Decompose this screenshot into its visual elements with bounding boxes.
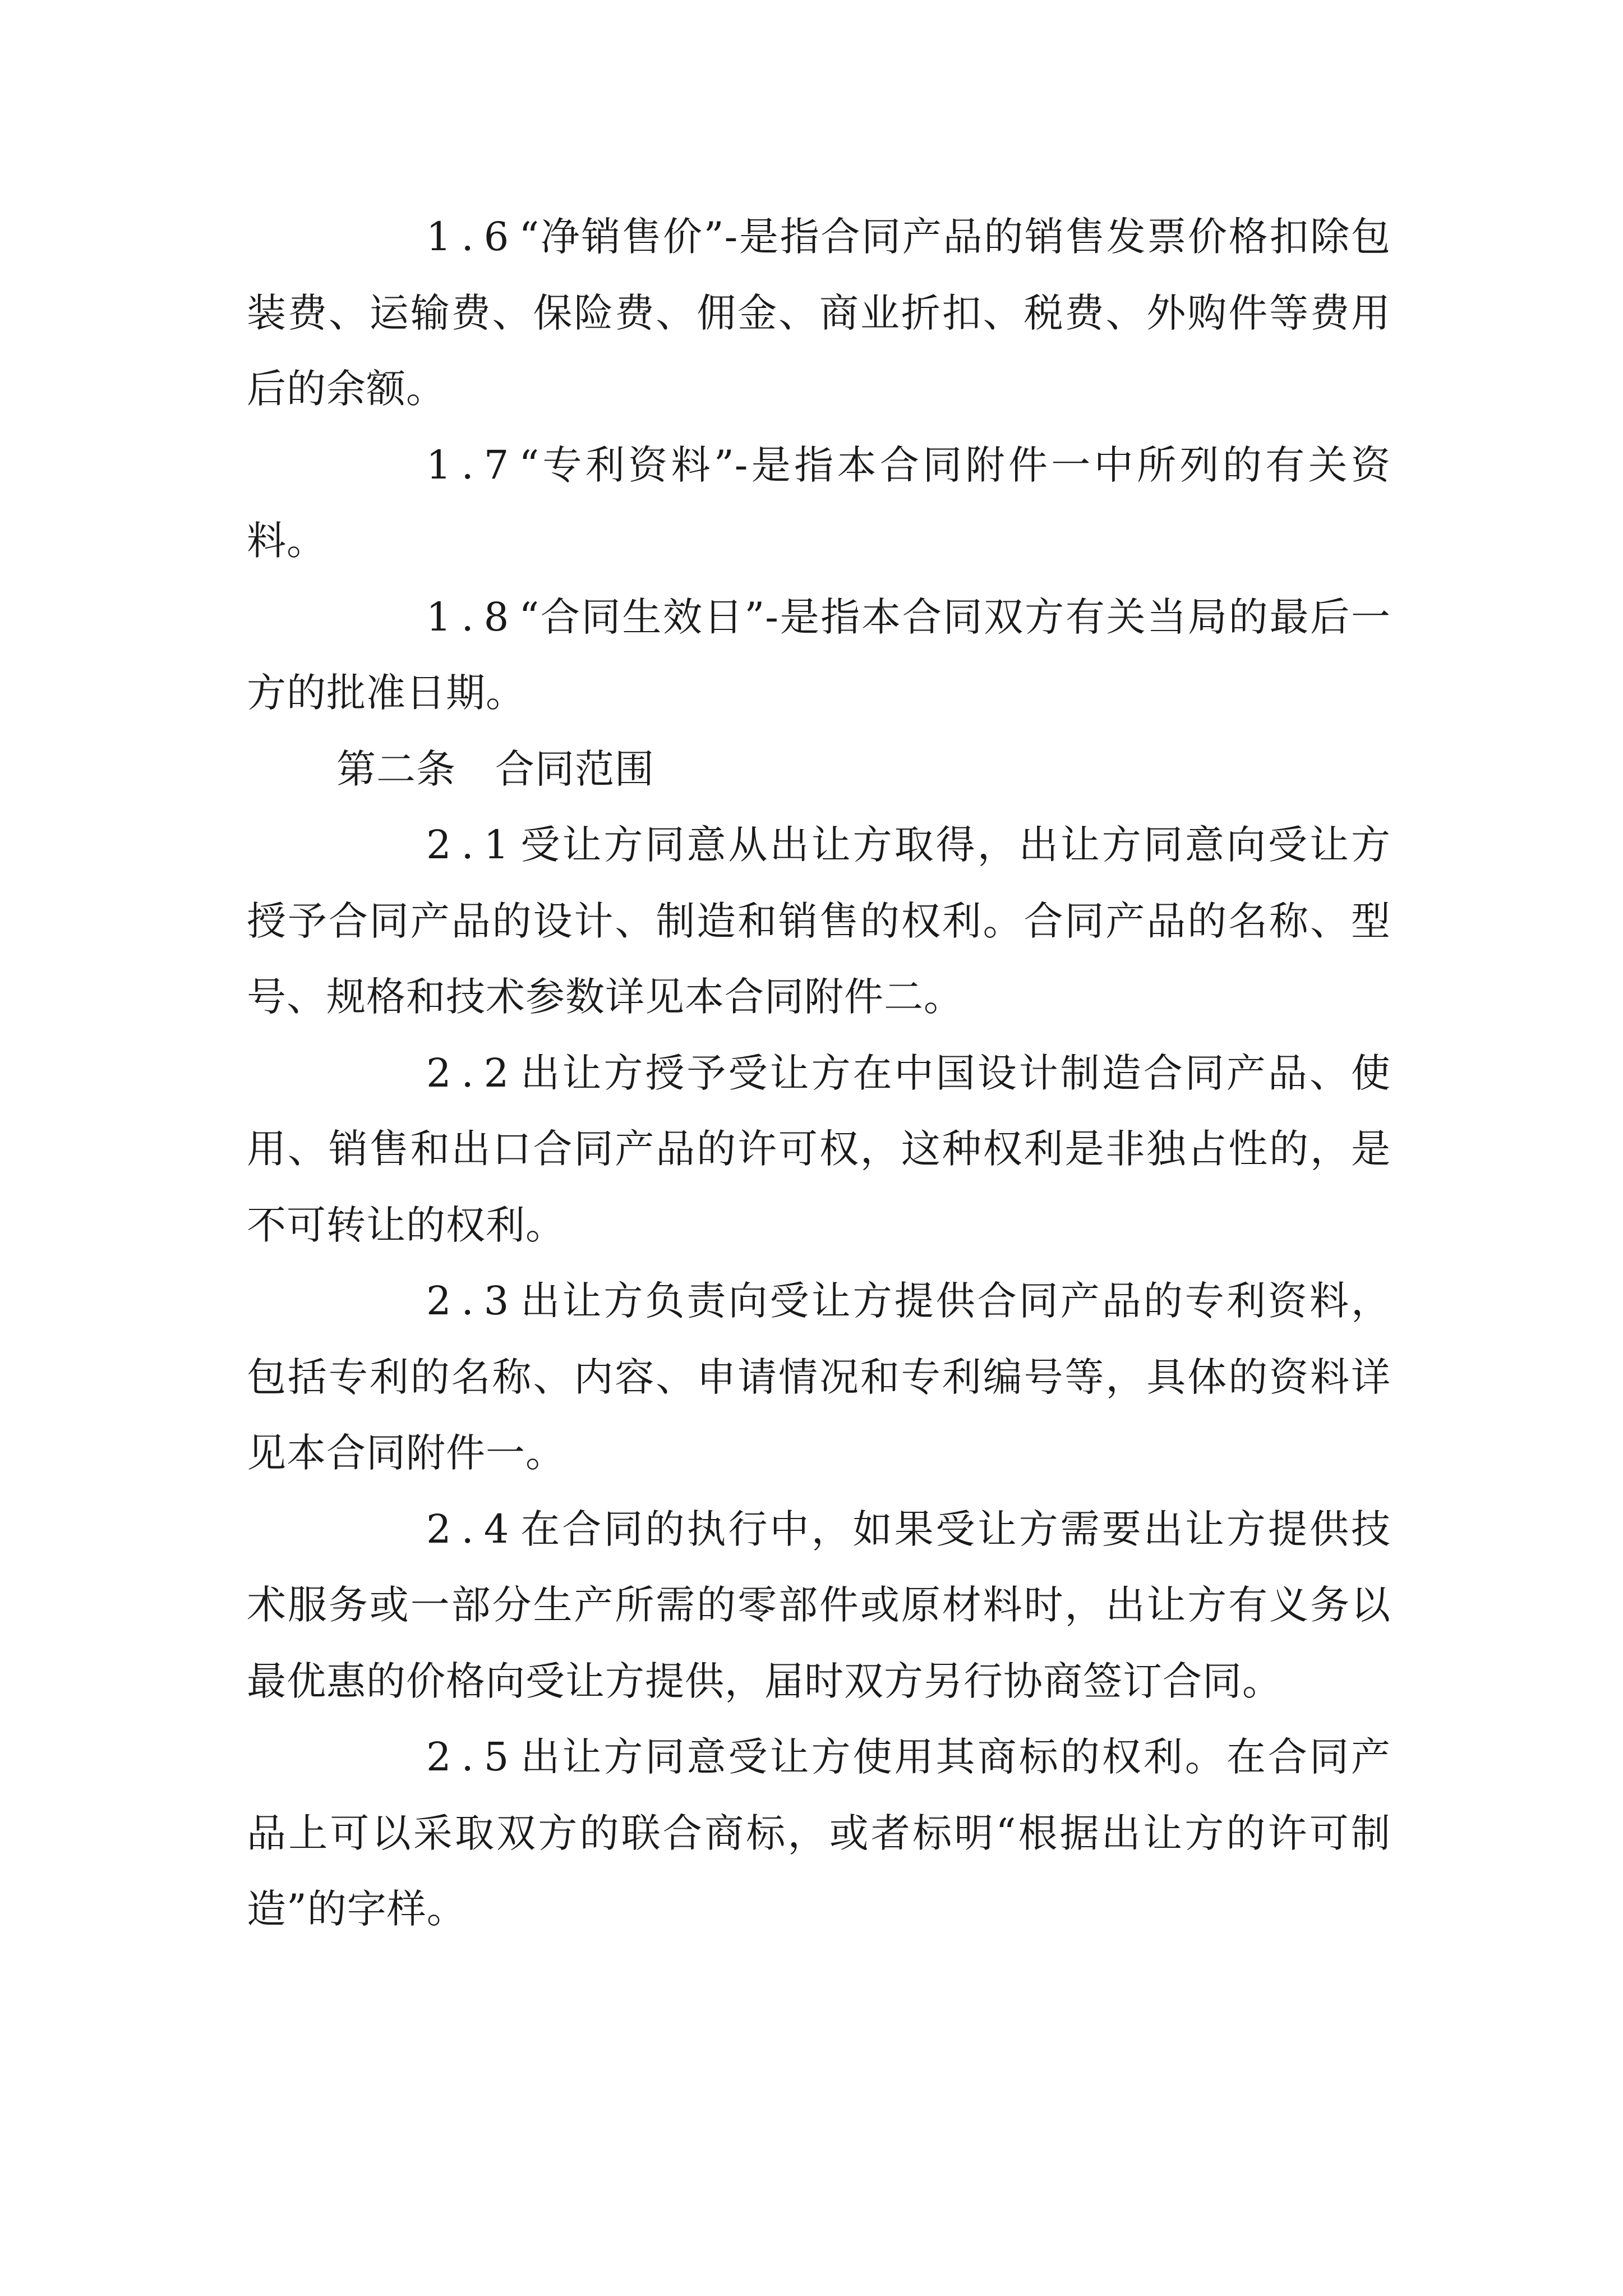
clause-number: 2.5: [426, 1734, 519, 1780]
article-number: 第二条: [336, 746, 456, 792]
clause-text: 出让方同意受让方使用其商标的权利。在合同产品上可以采取双方的联合商标，或者标明“根据出让方的许可制造”的字样。: [247, 1734, 1391, 1932]
clause-text: 在合同的执行中，如果受让方需要出让方提供技术服务或一部分生产所需的零部件或原材料时，出让方有义务以最优惠的价格向受让方提供，届时双方另行协商签订合同。: [247, 1506, 1391, 1704]
clause-number: 2.1: [426, 822, 519, 868]
clause-2-4: [247, 1492, 1391, 1720]
clause-text: “净销售价”-是指合同产品的销售发票价格扣除包装费、运输费、保险费、佣金、商业折扣、税费、外购件等费用后的余额。: [247, 214, 1391, 412]
clause-number: 1.6: [426, 214, 519, 260]
clause-number: 2.2: [426, 1050, 519, 1096]
definition-1-7: [247, 427, 1391, 579]
clause-number: 2.4: [426, 1506, 519, 1552]
clause-text: 出让方负责向受让方提供合同产品的专利资料，包括专利的名称、内容、申请情况和专利编号等，具体的资料详见本合同附件一。: [247, 1278, 1391, 1476]
definition-1-6: [247, 199, 1391, 427]
clause-2-5: [247, 1719, 1391, 1948]
clause-text: “合同生效日”-是指本合同双方有关当局的最后一方的批准日期。: [247, 593, 1391, 716]
definition-1-8: [247, 579, 1391, 731]
clause-2-1: [247, 807, 1391, 1036]
clause-2-3: [247, 1263, 1391, 1492]
clause-number: 1.7: [426, 441, 519, 488]
clause-number: 1.8: [426, 593, 519, 640]
clause-text: 出让方授予受让方在中国设计制造合同产品、使用、销售和出口合同产品的许可权，这种权利是非独占性的，是不可转让的权利。: [247, 1050, 1391, 1248]
clause-text: 受让方同意从出让方取得，出让方同意向受让方授予合同产品的设计、制造和销售的权利。合同产品的名称、型号、规格和技术参数详见本合同附件二。: [247, 822, 1391, 1020]
clause-number: 2.3: [426, 1278, 519, 1324]
clause-text: “专利资料”-是指本合同附件一中所列的有关资料。: [247, 441, 1391, 564]
article-title: 合同范围: [495, 746, 654, 792]
article-heading: [247, 731, 1391, 808]
clause-2-2: [247, 1036, 1391, 1264]
document-body: [247, 199, 1391, 1948]
